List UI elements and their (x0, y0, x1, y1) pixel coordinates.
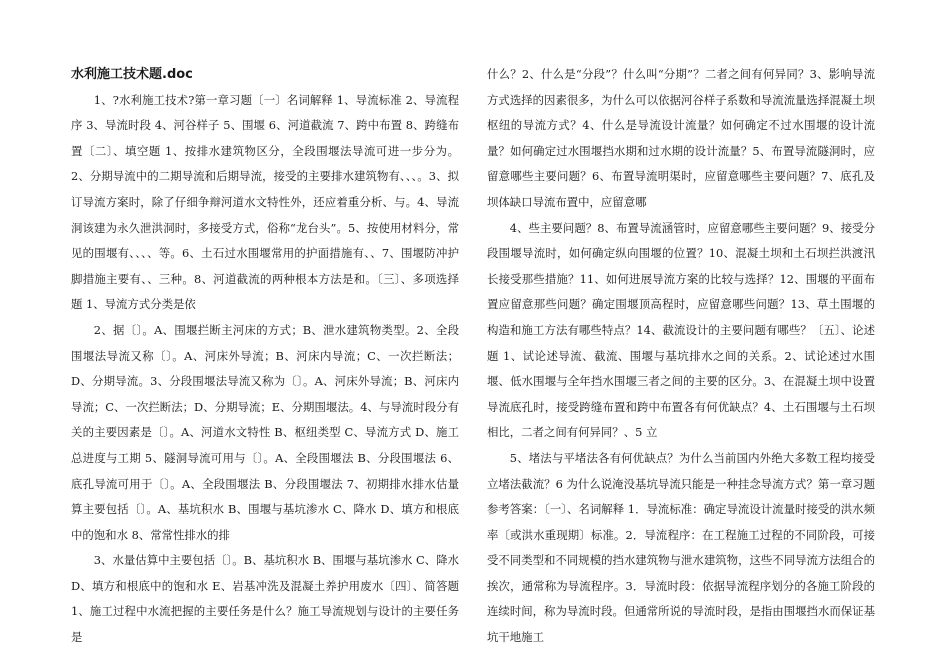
paragraph: 4、些主要问题？8、布置导流涵管时，应留意哪些主要问题？9、接受分段围堰导流时，如何确定纵向围堰的位置？10、混凝土坝和土石坝拦洪渡汛长接受那些措施？11、如何进展导流方案的比较与选择？12、围堰的平面布置应留意那些问题？确定围堰顶高程时，应留意哪些问题？13、草土围堰的构造和施工方法有哪些特点？14、截流设计的主要问题有哪些？〔五〕、论述题 1、试论述导流、截流、围堰与基坑排水之间的关系。2、试论述过水围堰、低水围堰与全年挡水围堰三者之间的主要的区分。3、在混凝土坝中设置导流底孔时，接受跨缝布置和跨中布置各有何优缺点？4、土石围堰与土石坝相比，二者之间有何异同？、5 立 (487, 220, 875, 440)
paragraph: 什么？2、什么是“分段”？什么叫“分期”？二者之间有何异同？3、影响导流方式选择的因素很多，为什么可以依据河谷样子系数和导流流量选择混凝土坝枢纽的导流方式？4、什么是导流设计流量？如何确定不过水围堰的设计流量？如何确定过水围堰挡水期和过水期的设计流量？5、布置导流隧洞时，应留意哪些主要问题？6、布置导流明渠时，应留意哪些主要问题？7、底孔及坝体缺口导流布置中，应留意哪 (487, 67, 875, 209)
paragraph: 2、据〔〕。A、围堰拦断主河床的方式；B、泄水建筑物类型。2、全段围堰法导流又称〔〕。A、河床外导流；B、河床内导流；C、一次拦断法；D、分期导流。3、分段围堰法导流又称为〔〕。A、河床外导流；B、河床内导流；C、一次拦断法；D、分期导流；E、分期围堰法。4、与导流时段分有关的主要因素是〔〕。A、河道水文特性 B、枢纽类型 C、导流方式 D、施工总进度与工期 5、隧洞导流可用与〔〕。A、全段围堰法 B、分段围堰法 6、底孔导流可用于〔〕。A、全段围堰法 B、分段围堰法 7、初期排水排水估量算主要包括〔〕。A、基坑积水 B、围堰与基坑渗水 C、降水 D、填方和根底中的饱和水 8、常常性排水的排 (71, 322, 459, 542)
paragraph: 3、水量估算中主要包括〔〕。B、基坑积水 B、围堰与基坑渗水 C、降水 D、填方和根底中的饱和水 E、岩基冲洗及混凝土养护用废水〔四〕、简答题 1、施工过程中水流把握的主要任务是什么？施工导流规划与设计的主要任务是 (71, 553, 459, 645)
left-column (71, 62, 459, 651)
document-title: 水利施工技术题.doc (71, 67, 193, 82)
right-column (487, 62, 875, 651)
paragraph: 5、堵法与平堵法各有何优缺点？为什么当前国内外绝大多数工程均接受立堵法截流？6 为什么说淹没基坑导流只能是一种挂念导流方式？第一章习题参考答案：〔一〕、名词解释 1．导流标准：确定导流设计流量时接受的洪水频率〔或洪水重现期〕标准。2．导流程序：在工程施工过程的不同阶段，可接受不同类型和不同规模的挡水建筑物与泄水建筑物，这些不同导流方法组合的挨次，通常称为导流程序。3．导流时段：依据导流程序划分的各施工阶段的连续时间，称为导流时段。但通常所说的导流时段，是指由围堰挡水而保证基坑干地施工 (487, 450, 875, 645)
paragraph: 1、?水利施工技术?第一章习题〔一〕名词解释 1、导流标准 2、导流程序 3、导流时段 4、河谷样子 5、围堰 6、河道截流 7、跨中布置 8、跨缝布置〔二〕、填空题 1、按排水建筑物区分，全段围堰法导流可进一步分为。2、分期导流中的二期导流和后期导流，接受的主要排水建筑物有、、、。3、拟订导流方案时，除了仔细争辩河道水文特性外，还应着重分析、与。4、导流洞该建为永久泄洪洞时，多接受方式，俗称“龙台头”。5、按使用材料分，常见的围堰有、、、、等。6、土石过水围堰常用的护面措施有、、7、围堰防冲护脚措施主要有、、三种。8、河道截流的两种根本方法是和。〔三〕、多项选择题 1、导流方式分类是依 (71, 92, 459, 312)
